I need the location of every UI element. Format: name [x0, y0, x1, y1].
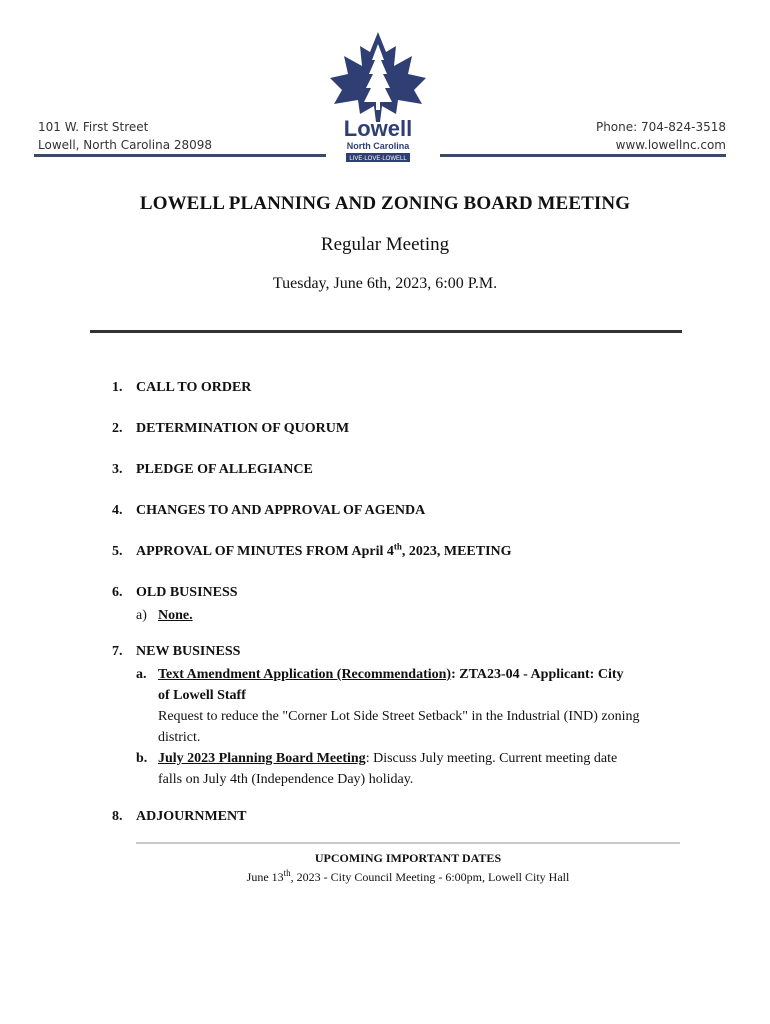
contact-block	[596, 118, 726, 154]
address-block	[38, 118, 212, 154]
item-number: 4.	[112, 503, 123, 518]
sub-b-title: July 2023 Planning Board Meeting	[158, 751, 366, 766]
address-street: 101 W. First Street	[38, 120, 149, 134]
sub-a-description: Request to reduce the "Corner Lot Side Street Setback" in the Industrial (IND) zoning	[158, 709, 640, 724]
item-number: 7.	[112, 644, 123, 659]
item-text-cont: , 2023, MEETING	[401, 544, 512, 559]
meeting-datetime: Tuesday, June 6th, 2023, 6:00 P.M.	[272, 275, 498, 292]
svg-text:North Carolina: North Carolina	[346, 141, 410, 151]
footer-divider	[136, 842, 680, 844]
phone-number: Phone: 704-824-3518	[595, 120, 726, 134]
new-business-sub-a-marker: a.	[136, 667, 147, 682]
sub-marker: a)	[136, 608, 147, 623]
ordinal-suffix: th	[393, 541, 402, 552]
item-text: CHANGES TO AND APPROVAL OF AGENDA	[136, 503, 426, 518]
svg-text:LIVE·LOVE·LOWELL: LIVE·LOVE·LOWELL	[349, 156, 407, 162]
header-rule-right	[440, 154, 726, 157]
agenda-item-pledge	[112, 462, 313, 478]
agenda-item-agenda-approval	[112, 503, 425, 519]
meeting-type: Regular Meeting	[320, 234, 450, 255]
sub-a-title: Text Amendment Application (Recommendation)	[158, 667, 452, 682]
sub-a-description-2: district.	[158, 730, 201, 745]
item-text: APPROVAL OF MINUTES FROM April 4	[136, 544, 394, 559]
item-text: NEW BUSINESS	[136, 644, 241, 659]
old-business-sub-a	[136, 605, 193, 626]
new-business-sub-a	[158, 664, 688, 748]
item-number: 1.	[112, 380, 123, 395]
item-text: PLEDGE OF ALLEGIANCE	[136, 462, 313, 477]
item-text: ADJOURNMENT	[136, 809, 247, 824]
maple-leaf-icon	[328, 30, 428, 164]
ordinal-suffix: th	[283, 868, 291, 878]
website-link: www.lowellnc.com	[615, 138, 726, 152]
new-business-sub-b-marker: b.	[136, 751, 148, 766]
agenda-item-minutes	[112, 541, 512, 560]
agenda-item-adjournment	[112, 809, 246, 825]
svg-text:Lowell: Lowell	[343, 116, 413, 141]
new-business-sub-b	[158, 748, 688, 790]
item-number: 8.	[112, 809, 123, 824]
event-date: June 13	[246, 870, 284, 884]
sub-text: None.	[158, 608, 193, 623]
upcoming-dates-title: UPCOMING IMPORTANT DATES	[314, 851, 502, 865]
sub-a-title-rest: : ZTA23-04 - Applicant: City	[451, 667, 624, 682]
agenda-item-call-to-order	[112, 380, 251, 396]
sub-b-text: : Discuss July meeting. Current meeting date	[365, 751, 618, 766]
agenda-item-quorum	[112, 421, 349, 437]
sub-b-text-2: falls on July 4th (Independence Day) holiday.	[158, 772, 414, 787]
address-city: Lowell, North Carolina 28098	[38, 138, 213, 152]
sub-a-title-rest-2: of Lowell Staff	[158, 688, 246, 703]
item-number: 6.	[112, 585, 123, 600]
upcoming-event	[0, 870, 770, 885]
item-number: 5.	[112, 544, 123, 559]
item-number: 3.	[112, 462, 123, 477]
item-text: CALL TO ORDER	[136, 380, 252, 395]
title-divider	[90, 330, 682, 333]
item-text: OLD BUSINESS	[136, 585, 238, 600]
page-title: LOWELL PLANNING AND ZONING BOARD MEETING	[139, 193, 631, 214]
header-rule-left	[34, 154, 326, 157]
item-number: 2.	[112, 421, 123, 436]
item-text: DETERMINATION OF QUORUM	[136, 421, 350, 436]
lowell-logo	[328, 30, 428, 164]
agenda-item-new-business	[112, 644, 240, 660]
event-details: , 2023 - City Council Meeting - 6:00pm, Lowell City Hall	[290, 870, 570, 884]
agenda-item-old-business	[112, 585, 238, 601]
